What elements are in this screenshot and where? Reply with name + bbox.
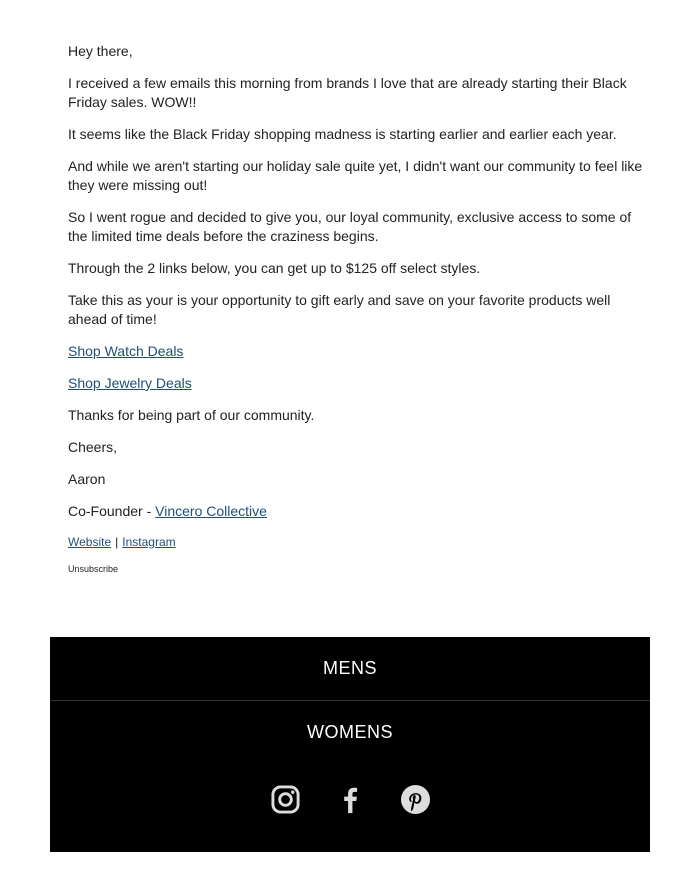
- shop-jewelry-deals-link[interactable]: Shop Jewelry Deals: [68, 375, 192, 391]
- shop-watch-deals-link[interactable]: Shop Watch Deals: [68, 343, 184, 359]
- email-body: [68, 42, 643, 575]
- paragraph-holiday-sale: And while we aren't starting our holiday sale quite yet, I didn't want our community to feel like they were missing out!: [68, 158, 643, 193]
- greeting: Hey there,: [68, 43, 133, 59]
- instagram-link[interactable]: Instagram: [122, 535, 176, 549]
- sender-title-prefix: Co-Founder -: [68, 503, 156, 519]
- signoff-text: Cheers,: [68, 439, 118, 455]
- nav-womens[interactable]: WOMENS: [307, 722, 393, 742]
- instagram-icon[interactable]: [270, 784, 301, 815]
- paragraph-gift-early: Take this as your is your opportunity to gift early and save on your favorite products well ahead of time!: [68, 292, 611, 327]
- jewelry-deals-row: [68, 374, 643, 393]
- social-icons: [50, 784, 650, 815]
- sender-name: Aaron: [68, 471, 106, 487]
- paragraph-shopping-madness: It seems like the Black Friday shopping madness is starting earlier and earlier each year.: [68, 126, 617, 142]
- footer-links: [68, 534, 643, 550]
- facebook-icon[interactable]: [335, 784, 366, 815]
- link-separator: |: [115, 535, 119, 549]
- pinterest-icon[interactable]: [400, 784, 431, 815]
- paragraph-black-friday: I received a few emails this morning from brands I love that are already starting their Black Friday sales. WOW!!: [68, 75, 627, 110]
- sender-title: [68, 502, 643, 521]
- unsubscribe-link[interactable]: Unsubscribe: [68, 564, 119, 574]
- footer-banner: [50, 637, 650, 852]
- watch-deals-row: [68, 342, 643, 361]
- nav-mens[interactable]: MENS: [322, 658, 377, 678]
- thanks-text: Thanks for being part of our community.: [68, 407, 315, 423]
- paragraph-exclusive-access: So I went rogue and decided to give you, our loyal community, exclusive access to some of the limited time deals before the craziness begins.: [68, 209, 632, 244]
- company-link[interactable]: Vincero Collective: [155, 503, 267, 519]
- paragraph-discount: Through the 2 links below, you can get up to $125 off select styles.: [68, 260, 481, 276]
- website-link[interactable]: Website: [68, 535, 112, 549]
